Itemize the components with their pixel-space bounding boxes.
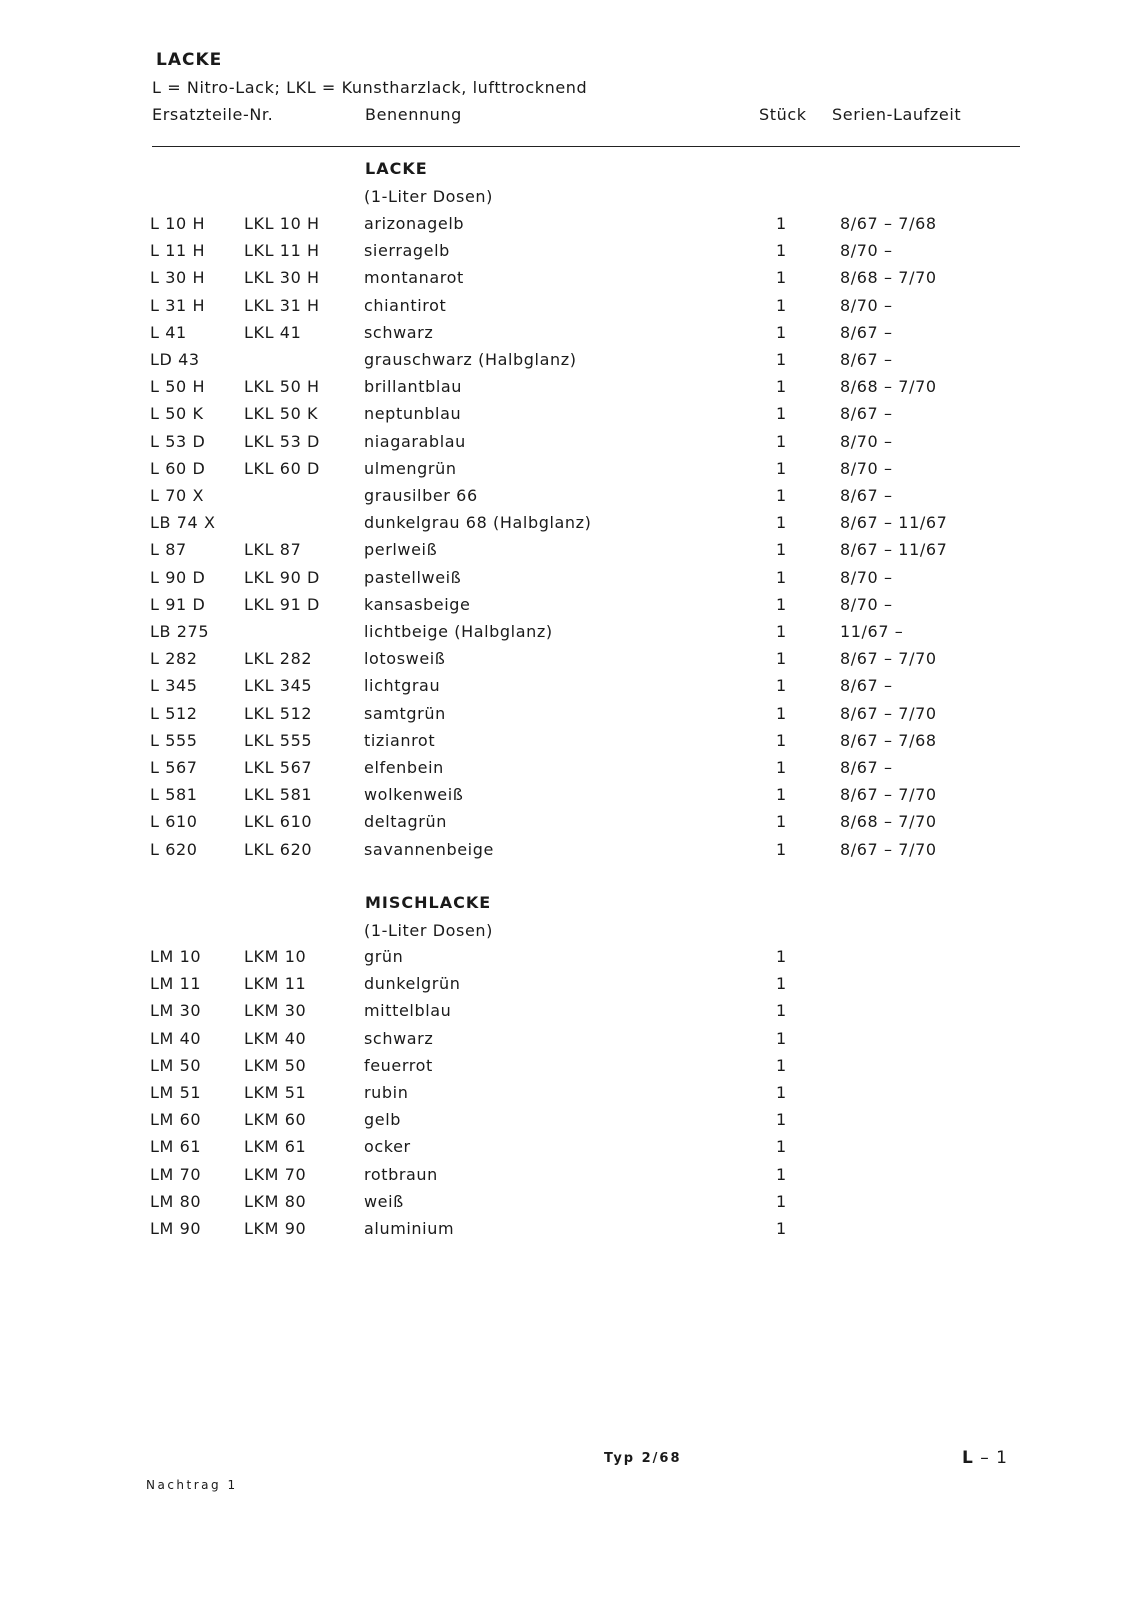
column-header-production-period: Serien-Laufzeit <box>832 105 962 124</box>
part-number-synthetic: LKL 567 <box>244 758 313 777</box>
table-row <box>0 432 1139 459</box>
part-number-nitro: L 620 <box>150 840 198 859</box>
table-row <box>0 649 1139 676</box>
table-row <box>0 1110 1139 1137</box>
quantity: 1 <box>776 1001 787 1020</box>
description: brillantblau <box>364 377 463 396</box>
part-number-nitro: LM 11 <box>150 974 202 993</box>
part-number-synthetic: LKL 555 <box>244 731 313 750</box>
part-number-synthetic: LKL 282 <box>244 649 313 668</box>
part-number-synthetic: LKL 91 D <box>244 595 320 614</box>
table-row <box>0 214 1139 241</box>
part-number-nitro: L 282 <box>150 649 198 668</box>
production-period: 8/68 – 7/70 <box>840 812 937 831</box>
part-number-nitro: L 10 H <box>150 214 206 233</box>
quantity: 1 <box>776 1110 787 1129</box>
quantity: 1 <box>776 1029 787 1048</box>
part-number-synthetic: LKL 345 <box>244 676 313 695</box>
part-number-synthetic: LKM 30 <box>244 1001 307 1020</box>
quantity: 1 <box>776 974 787 993</box>
description: dunkelgrün <box>364 974 461 993</box>
part-number-nitro: LM 60 <box>150 1110 202 1129</box>
column-header-part-number: Ersatzteile-Nr. <box>152 105 274 124</box>
table-row <box>0 1137 1139 1164</box>
table-row <box>0 377 1139 404</box>
part-number-nitro: L 512 <box>150 704 198 723</box>
description: grauschwarz (Halbglanz) <box>364 350 577 369</box>
part-number-synthetic: LKL 50 K <box>244 404 319 423</box>
table-row <box>0 568 1139 595</box>
table-row <box>0 622 1139 649</box>
quantity: 1 <box>776 568 787 587</box>
quantity: 1 <box>776 486 787 505</box>
description: gelb <box>364 1110 402 1129</box>
production-period: 8/67 – <box>840 676 893 695</box>
part-number-nitro: L 345 <box>150 676 198 695</box>
table-row <box>0 758 1139 785</box>
part-number-synthetic: LKL 610 <box>244 812 313 831</box>
description: samtgrün <box>364 704 446 723</box>
description: grün <box>364 947 404 966</box>
table-row <box>0 785 1139 812</box>
part-number-synthetic: LKM 11 <box>244 974 307 993</box>
production-period: 8/70 – <box>840 568 893 587</box>
production-period: 8/67 – <box>840 486 893 505</box>
part-number-nitro: L 50 K <box>150 404 204 423</box>
part-number-synthetic: LKM 10 <box>244 947 307 966</box>
part-number-nitro: LM 80 <box>150 1192 202 1211</box>
part-number-synthetic: LKM 60 <box>244 1110 307 1129</box>
part-number-nitro: L 87 <box>150 540 187 559</box>
part-number-synthetic: LKL 11 H <box>244 241 320 260</box>
quantity: 1 <box>776 704 787 723</box>
footer-type: Typ 2/68 <box>604 1451 682 1466</box>
part-number-nitro: L 60 D <box>150 459 206 478</box>
table-row <box>0 486 1139 513</box>
part-number-nitro: LB 275 <box>150 622 210 641</box>
production-period: 8/70 – <box>840 296 893 315</box>
table-row <box>0 1001 1139 1028</box>
header-divider <box>152 146 1020 147</box>
quantity: 1 <box>776 323 787 342</box>
production-period: 8/67 – 7/68 <box>840 731 937 750</box>
quantity: 1 <box>776 350 787 369</box>
part-number-synthetic: LKL 50 H <box>244 377 320 396</box>
description: neptunblau <box>364 404 462 423</box>
description: deltagrün <box>364 812 447 831</box>
part-number-synthetic: LKL 41 <box>244 323 302 342</box>
description: aluminium <box>364 1219 455 1238</box>
production-period: 8/67 – 7/70 <box>840 840 937 859</box>
part-number-synthetic: LKL 581 <box>244 785 313 804</box>
part-number-nitro: L 555 <box>150 731 198 750</box>
part-number-nitro: LM 30 <box>150 1001 202 1020</box>
description: lotosweiß <box>364 649 446 668</box>
description: savannenbeige <box>364 840 494 859</box>
description: lichtgrau <box>364 676 441 695</box>
page-number-letter: L <box>962 1448 974 1468</box>
description: dunkelgrau 68 (Halbglanz) <box>364 513 592 532</box>
part-number-synthetic: LKM 70 <box>244 1165 307 1184</box>
quantity: 1 <box>776 296 787 315</box>
part-number-nitro: LM 51 <box>150 1083 202 1102</box>
part-number-nitro: L 581 <box>150 785 198 804</box>
part-number-nitro: L 91 D <box>150 595 206 614</box>
production-period: 8/67 – <box>840 323 893 342</box>
legend-line: L = Nitro-Lack; LKL = Kunstharzlack, lufttrocknend <box>152 78 588 97</box>
table-row <box>0 704 1139 731</box>
description: grausilber 66 <box>364 486 478 505</box>
table-row <box>0 513 1139 540</box>
production-period: 8/67 – <box>840 350 893 369</box>
description: pastellweiß <box>364 568 462 587</box>
table-row <box>0 540 1139 567</box>
part-number-nitro: L 41 <box>150 323 187 342</box>
quantity: 1 <box>776 214 787 233</box>
production-period: 8/67 – <box>840 758 893 777</box>
quantity: 1 <box>776 404 787 423</box>
quantity: 1 <box>776 540 787 559</box>
section-subtitle: (1-Liter Dosen) <box>364 187 494 206</box>
description: mittelblau <box>364 1001 452 1020</box>
part-number-nitro: LM 10 <box>150 947 202 966</box>
part-number-synthetic: LKM 80 <box>244 1192 307 1211</box>
quantity: 1 <box>776 1137 787 1156</box>
table-row <box>0 350 1139 377</box>
table-row <box>0 812 1139 839</box>
quantity: 1 <box>776 758 787 777</box>
part-number-nitro: L 567 <box>150 758 198 777</box>
quantity: 1 <box>776 785 787 804</box>
part-number-nitro: L 11 H <box>150 241 206 260</box>
part-number-synthetic: LKL 60 D <box>244 459 320 478</box>
part-number-nitro: L 53 D <box>150 432 206 451</box>
description: ocker <box>364 1137 411 1156</box>
quantity: 1 <box>776 1219 787 1238</box>
column-header-quantity: Stück <box>759 105 807 124</box>
quantity: 1 <box>776 812 787 831</box>
part-number-synthetic: LKM 51 <box>244 1083 307 1102</box>
table-row <box>0 1056 1139 1083</box>
description: ulmengrün <box>364 459 457 478</box>
part-number-synthetic: LKM 50 <box>244 1056 307 1075</box>
part-number-nitro: L 31 H <box>150 296 206 315</box>
part-number-synthetic: LKL 512 <box>244 704 313 723</box>
table-row <box>0 1192 1139 1219</box>
part-number-synthetic: LKL 31 H <box>244 296 320 315</box>
quantity: 1 <box>776 459 787 478</box>
part-number-synthetic: LKM 61 <box>244 1137 307 1156</box>
production-period: 8/67 – 11/67 <box>840 513 948 532</box>
description: tizianrot <box>364 731 436 750</box>
page-title: LACKE <box>156 50 223 70</box>
production-period: 8/67 – 7/70 <box>840 704 937 723</box>
description: perlweiß <box>364 540 438 559</box>
production-period: 8/70 – <box>840 432 893 451</box>
table-row <box>0 323 1139 350</box>
table-row <box>0 595 1139 622</box>
description: sierragelb <box>364 241 450 260</box>
production-period: 8/68 – 7/70 <box>840 377 937 396</box>
production-period: 8/67 – 7/70 <box>840 649 937 668</box>
quantity: 1 <box>776 1056 787 1075</box>
quantity: 1 <box>776 947 787 966</box>
table-row <box>0 676 1139 703</box>
part-number-nitro: L 610 <box>150 812 198 831</box>
description: niagarablau <box>364 432 466 451</box>
description: schwarz <box>364 1029 434 1048</box>
part-number-nitro: LD 43 <box>150 350 200 369</box>
table-row <box>0 1029 1139 1056</box>
production-period: 8/67 – 11/67 <box>840 540 948 559</box>
section-title: LACKE <box>365 159 428 178</box>
table-row <box>0 404 1139 431</box>
part-number-nitro: L 90 D <box>150 568 206 587</box>
description: kansasbeige <box>364 595 471 614</box>
description: lichtbeige (Halbglanz) <box>364 622 553 641</box>
part-number-nitro: L 50 H <box>150 377 206 396</box>
part-number-nitro: LM 40 <box>150 1029 202 1048</box>
part-number-synthetic: LKM 90 <box>244 1219 307 1238</box>
description: elfenbein <box>364 758 444 777</box>
quantity: 1 <box>776 513 787 532</box>
part-number-synthetic: LKM 40 <box>244 1029 307 1048</box>
footer-supplement: Nachtrag 1 <box>146 1478 238 1492</box>
part-number-synthetic: LKL 53 D <box>244 432 320 451</box>
production-period: 8/68 – 7/70 <box>840 268 937 287</box>
quantity: 1 <box>776 241 787 260</box>
table-row <box>0 974 1139 1001</box>
part-number-nitro: LM 90 <box>150 1219 202 1238</box>
production-period: 8/67 – <box>840 404 893 423</box>
part-number-nitro: LM 61 <box>150 1137 202 1156</box>
part-number-nitro: L 70 X <box>150 486 205 505</box>
quantity: 1 <box>776 268 787 287</box>
quantity: 1 <box>776 1165 787 1184</box>
table-row <box>0 296 1139 323</box>
table-row <box>0 1219 1139 1246</box>
description: rotbraun <box>364 1165 438 1184</box>
table-row <box>0 840 1139 867</box>
section-subtitle: (1-Liter Dosen) <box>364 921 494 940</box>
quantity: 1 <box>776 432 787 451</box>
page-number <box>962 1448 1008 1468</box>
column-header-description: Benennung <box>365 105 462 124</box>
part-number-synthetic: LKL 620 <box>244 840 313 859</box>
part-number-synthetic: LKL 30 H <box>244 268 320 287</box>
page-number-rest: – 1 <box>973 1448 1008 1468</box>
production-period: 8/70 – <box>840 241 893 260</box>
quantity: 1 <box>776 649 787 668</box>
description: montanarot <box>364 268 464 287</box>
quantity: 1 <box>776 377 787 396</box>
description: wolkenweiß <box>364 785 464 804</box>
quantity: 1 <box>776 840 787 859</box>
description: rubin <box>364 1083 409 1102</box>
quantity: 1 <box>776 622 787 641</box>
quantity: 1 <box>776 676 787 695</box>
production-period: 11/67 – <box>840 622 904 641</box>
description: arizonagelb <box>364 214 465 233</box>
part-number-nitro: L 30 H <box>150 268 206 287</box>
part-number-nitro: LB 74 X <box>150 513 216 532</box>
part-number-synthetic: LKL 10 H <box>244 214 320 233</box>
table-row <box>0 459 1139 486</box>
table-row <box>0 241 1139 268</box>
table-row <box>0 1165 1139 1192</box>
table-row <box>0 268 1139 295</box>
part-number-synthetic: LKL 87 <box>244 540 302 559</box>
description: chiantirot <box>364 296 447 315</box>
quantity: 1 <box>776 731 787 750</box>
production-period: 8/70 – <box>840 595 893 614</box>
table-row <box>0 947 1139 974</box>
quantity: 1 <box>776 595 787 614</box>
description: schwarz <box>364 323 434 342</box>
section-title: MISCHLACKE <box>365 893 492 912</box>
description: feuerrot <box>364 1056 433 1075</box>
quantity: 1 <box>776 1083 787 1102</box>
table-row <box>0 731 1139 758</box>
part-number-nitro: LM 70 <box>150 1165 202 1184</box>
production-period: 8/67 – 7/68 <box>840 214 937 233</box>
description: weiß <box>364 1192 404 1211</box>
production-period: 8/70 – <box>840 459 893 478</box>
part-number-synthetic: LKL 90 D <box>244 568 320 587</box>
quantity: 1 <box>776 1192 787 1211</box>
production-period: 8/67 – 7/70 <box>840 785 937 804</box>
part-number-nitro: LM 50 <box>150 1056 202 1075</box>
table-row <box>0 1083 1139 1110</box>
